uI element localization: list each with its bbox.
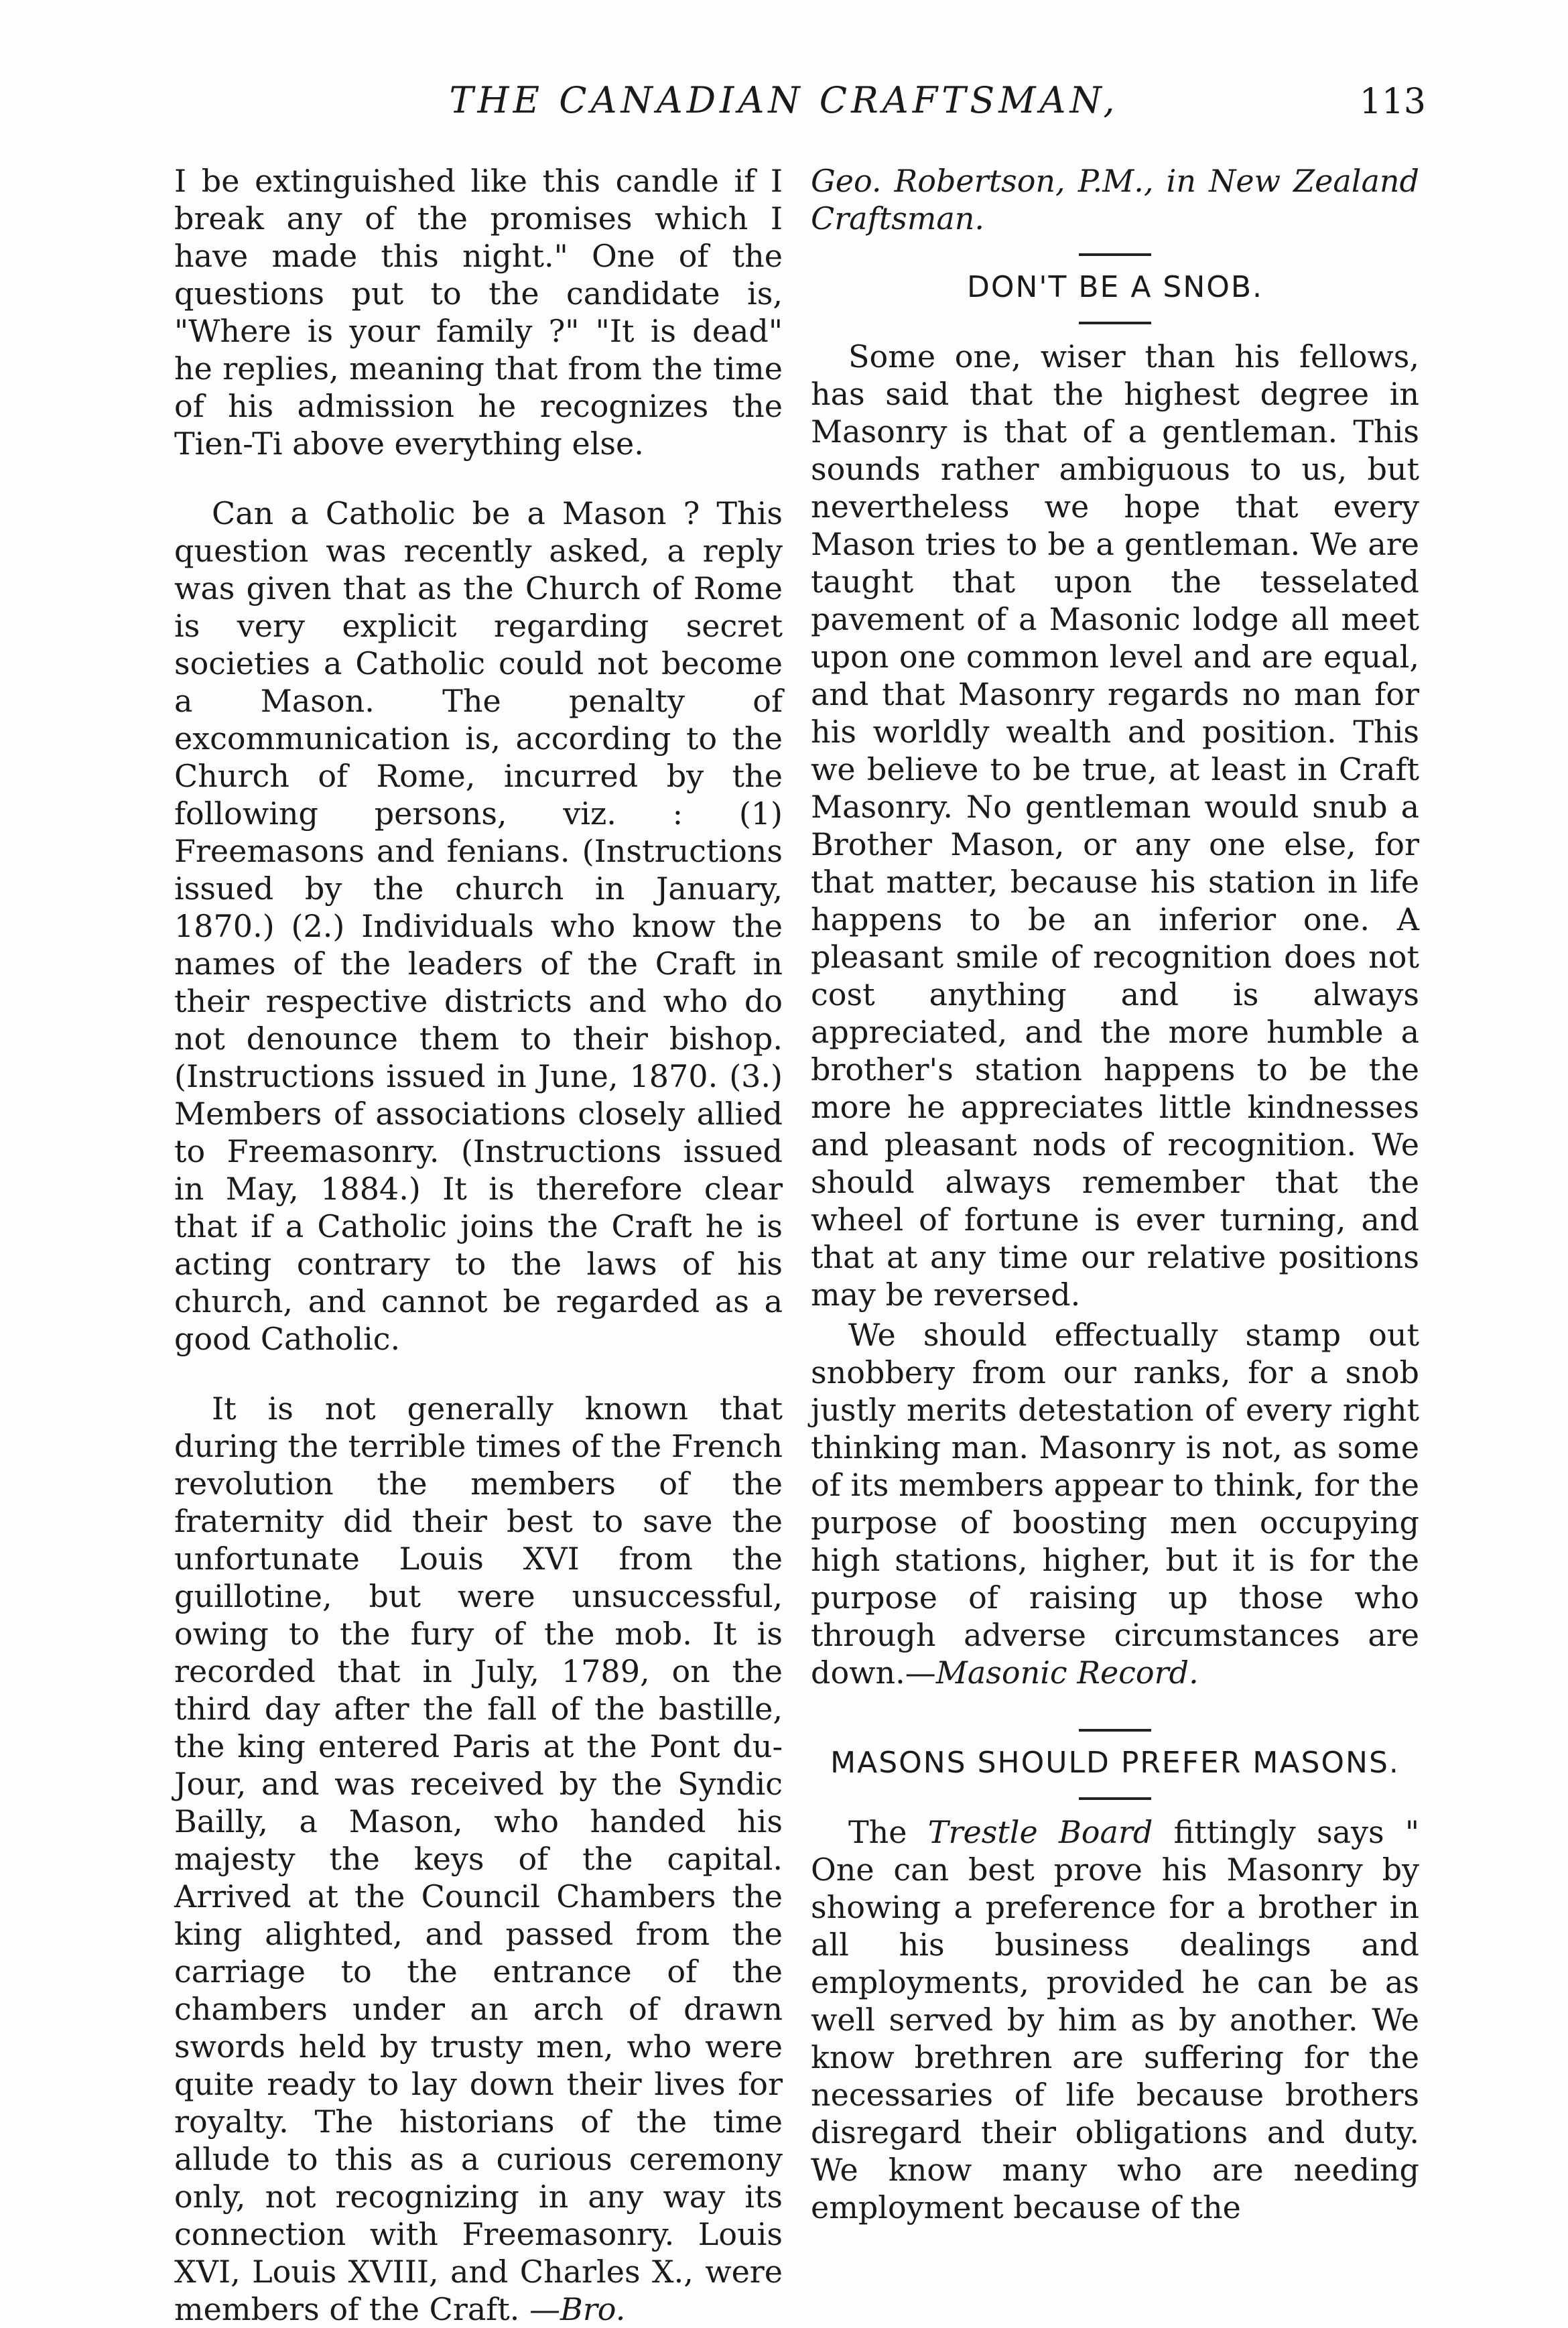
paragraph-snob-1: Some one, wiser than his fellows, has said that the highest degree in Masonry is that of a gentleman. This sounds rather ambiguous to us, but nevertheless we hope that every Mason tries to be a gentleman. We are taught that upon the tesselated pavement of a Masonic lodge all meet upon one common level and are equal, and that Masonry regards no man for his worldly wealth and position. This we believe to be true, at least in Craft Masonry. No gentleman would snub a Brother Mason, or any one else, for that matter, because his station in life happens to be an inferior one. A pleasant smile of recognition does not cost anything and is always appreciated, and the more humble a brother's station happens to be the more he appreciates little kindnesses and pleasant nods of recognition. We should always remember that the wheel of fortune is ever turning, and that at any time our relative positions may be reversed.: [811, 338, 1419, 1313]
divider-rule: [1079, 1729, 1151, 1732]
running-title: THE CANADIAN CRAFTSMAN,: [449, 79, 1119, 121]
paragraph-text: fittingly says " One can best prove his Masonry by showing a preference for a brother in all his business dealings and employments, provided he can be as well served by him as by another. We know brethren are suffering for the necessaries of life because brothers disregard their obligations and duty. We know many who are needing employment because of the: [811, 1814, 1420, 2225]
article-heading-masons: MASONS SHOULD PREFER MASONS.: [830, 1746, 1400, 1780]
author-continuation: Geo. Robertson, P.M., in New Zealand Craftsman.: [811, 163, 1419, 237]
divider-rule: [1079, 1797, 1151, 1800]
author-signature: —Bro.: [529, 2291, 626, 2327]
divider-rule: [1079, 322, 1151, 324]
paragraph-text: We should effectually stamp out snobbery from our ranks, for a snob justly merits detestation of every right thinking man. Masonry is not, as some of its members appear to think, for the purpose of boosting men occupying high stations, higher, but it is for the purpose of raising up those who through adverse circumstances are down.—: [811, 1317, 1419, 1691]
paragraph-text: It is not generally known that during the terrible times of the French revolution the members of the fraternity did their best to save the unfortunate Louis XVI from the guillotine, but were unsuccessful, owing to the fury of the mob. It is recorded that in July, 1789, on the third day after the fall of the bastille, the king entered Paris at the Pont du-Jour, and was received by the Syndic Bailly, a Mason, who handed his majesty the keys of the capital. Arrived at the Council Chambers the king alighted, and passed from the carriage to the entrance of the chambers under an arch of drawn swords held by trusty men, who were quite ready to lay down their lives for royalty. The historians of the time allude to this as a curious ceremony only, not recognizing in any way its connection with Freemasonry. Louis XVI, Louis XVIII, and Charles X., were members of the Craft.: [174, 1391, 783, 2327]
paragraph-catholic-mason: Can a Catholic be a Mason ? This question was recently asked, a reply was given that as the Church of Rome is very explicit regarding secret societies a Catholic could not become a Mason. The penalty of excommunication is, according to the Church of Rome, incurred by the following persons, viz. : (1) Freemasons and fenians. (Instructions issued by the church in January, 1870.) (2.) Individuals who know the names of the leaders of the Craft in their respective districts and who do not denounce them to their bishop. (Instructions issued in June, 1870. (3.) Members of associations closely allied to Freemasonry. (Instructions issued in May, 1884.) It is therefore clear that if a Catholic joins the Craft he is acting contrary to the laws of his church, and cannot be regarded as a good Catholic.: [174, 495, 783, 1357]
paragraph-chinese-oath: I be extinguished like this candle if I break any of the promises which I have made this night." One of the questions put to the candidate is, "Where is your family ?" "It is dead" he replies, meaning that from the time of his admission he recognizes the Tien-Ti above everything else.: [174, 163, 783, 462]
paragraph-lead: The: [848, 1814, 907, 1850]
divider-rule: [1079, 253, 1151, 256]
left-column: [174, 162, 783, 2328]
right-column: [811, 162, 1419, 2226]
page-number: 113: [1359, 82, 1426, 122]
paragraph-french-revolution: [174, 1390, 783, 2328]
publication-title: Trestle Board: [927, 1814, 1153, 1850]
article-heading-snob: DON'T BE A SNOB.: [966, 270, 1264, 304]
paragraph-masons-prefer: [811, 1813, 1419, 2226]
paragraph-snob-2: [811, 1316, 1419, 1691]
source-signature: Masonic Record.: [935, 1655, 1199, 1691]
